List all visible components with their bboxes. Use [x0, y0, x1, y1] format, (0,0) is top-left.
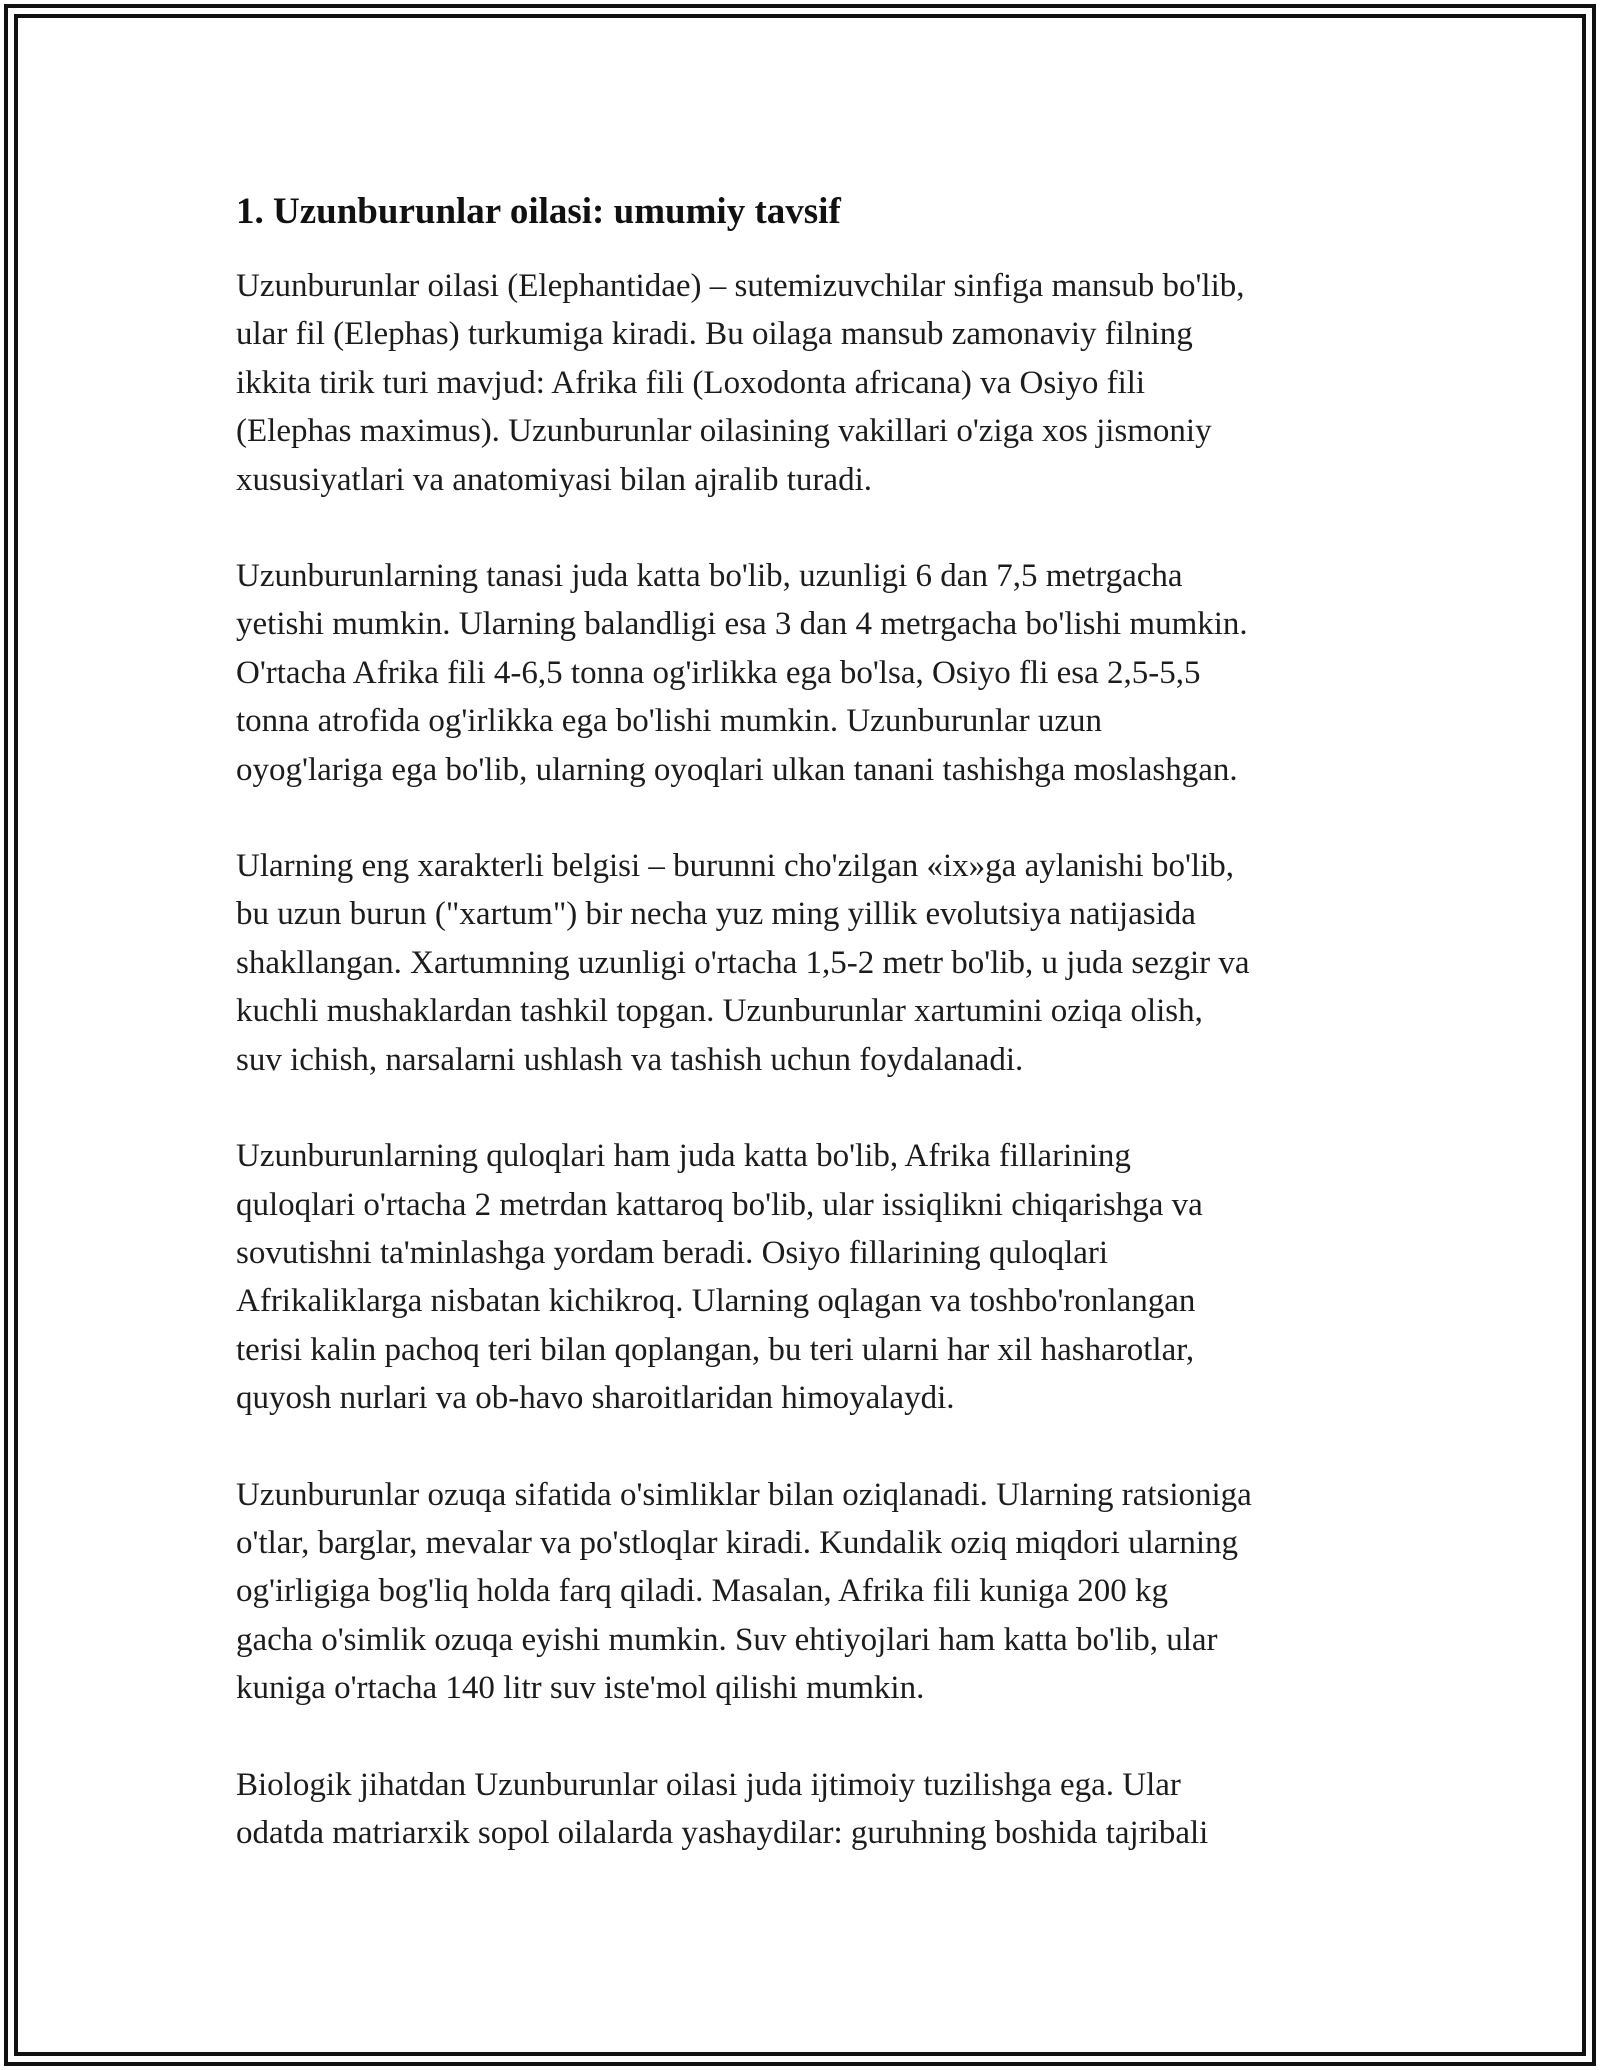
text-line: quyosh nurlari va ob-havo sharoitlaridan himoyalaydi.	[236, 1380, 955, 1417]
text-line: (Elephas maximus). Uzunburunlar oilasining vakillari o'ziga xos jismoniy	[236, 413, 1212, 450]
text-line: tonna atrofida og'irlikka ega bo'lishi mumkin. Uzunburunlar uzun	[236, 703, 1103, 740]
text-line: shakllangan. Xartumning uzunligi o'rtacha 1,5-2 metr bo'lib, u juda sezgir va	[236, 944, 1250, 981]
text-line: og'irligiga bog'liq holda farq qiladi. Masalan, Afrika fili kuniga 200 kg	[236, 1573, 1169, 1610]
text-line: Uzunburunlar ozuqa sifatida o'simliklar bilan oziqlanadi. Ularning ratsioniga	[236, 1476, 1252, 1513]
text-line: oyog'lariga ega bo'lib, ularning oyoqlari ulkan tanani tashishga moslashgan.	[236, 751, 1238, 788]
text-line: Uzunburunlar oilasi (Elephantidae) – sutemizuvchilar sinfiga mansub bo'lib,	[236, 268, 1245, 304]
text-line: yetishi mumkin. Ularning balandligi esa 3 dan 4 metrgacha bo'lishi mumkin.	[236, 606, 1248, 643]
document-body	[236, 188, 1376, 1905]
text-line: ikkita tirik turi mavjud: Afrika fili (Loxodonta africana) va Osiyo fili	[236, 364, 1146, 401]
paragraph-3	[236, 842, 1376, 1084]
text-line: Afrikaliklarga nisbatan kichikroq. Ularning oqlagan va toshbo'ronlangan	[236, 1283, 1196, 1320]
paragraph-1	[236, 262, 1376, 504]
text-line: o'tlar, barglar, mevalar va po'stloqlar kiradi. Kundalik oziq miqdori ularning	[236, 1524, 1239, 1561]
paragraph-4	[236, 1132, 1376, 1422]
text-line: Ularning eng xarakterli belgisi – burunni cho'zilgan «ix»ga aylanishi bo'lib,	[236, 848, 1234, 885]
text-line: Biologik jihatdan Uzunburunlar oilasi juda ijtimoiy tuzilishga ega. Ular	[236, 1766, 1181, 1803]
paragraph-2	[236, 552, 1376, 794]
text-line: bu uzun burun ("xartum") bir necha yuz ming yillik evolutsiya natijasida	[236, 896, 1196, 933]
text-line: ular fil (Elephas) turkumiga kiradi. Bu oilaga mansub zamonaviy filning	[236, 316, 1193, 353]
text-line: Uzunburunlarning quloqlari ham juda katta bo'lib, Afrika fillarining	[236, 1138, 1131, 1175]
text-line: terisi kalin pachoq teri bilan qoplangan, bu teri ularni har xil hasharotlar,	[236, 1331, 1195, 1368]
paragraph-6	[236, 1761, 1376, 1858]
section-heading: 1. Uzunburunlar oilasi: umumiy tavsif	[236, 191, 841, 232]
text-line: gacha o'simlik ozuqa eyishi mumkin. Suv ehtiyojlari ham katta bo'lib, ular	[236, 1621, 1218, 1658]
text-line: quloqlari o'rtacha 2 metrdan kattaroq bo'lib, ular issiqlikni chiqarishga va	[236, 1186, 1203, 1223]
text-line: kuniga o'rtacha 140 litr suv iste'mol qilishi mumkin.	[236, 1670, 925, 1707]
text-line: odatda matriarxik sopol oilalarda yashaydilar: guruhning boshida tajribali	[236, 1814, 1209, 1851]
text-line: sovutishni ta'minlashga yordam beradi. Osiyo fillarining quloqlari	[236, 1234, 1109, 1271]
text-line: O'rtacha Afrika fili 4-6,5 tonna og'irlikka ega bo'lsa, Osiyo fli esa 2,5-5,5	[236, 654, 1201, 691]
text-line: kuchli mushaklardan tashkil topgan. Uzunburunlar xartumini oziqa olish,	[236, 993, 1203, 1030]
text-line: suv ichish, narsalarni ushlash va tashish uchun foydalanadi.	[236, 1041, 1024, 1078]
text-line: Uzunburunlarning tanasi juda katta bo'lib, uzunligi 6 dan 7,5 metrgacha	[236, 558, 1183, 595]
paragraph-5	[236, 1471, 1376, 1713]
text-line: xususiyatlari va anatomiyasi bilan ajralib turadi.	[236, 461, 872, 498]
